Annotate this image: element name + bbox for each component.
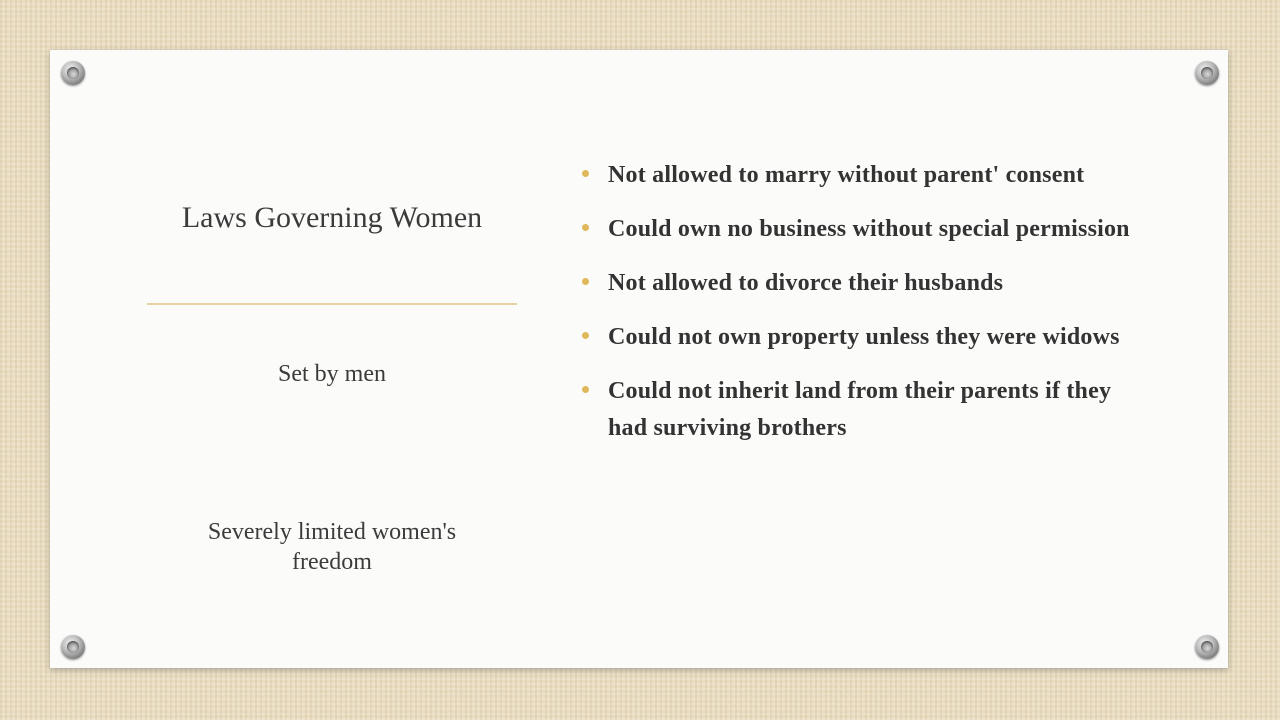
bullet-item [578, 265, 1138, 302]
bullet-dot-icon [582, 332, 589, 339]
subtitle-line: Severely limited women's freedom [207, 519, 457, 575]
bullet-item [578, 319, 1138, 356]
bullet-dot-icon [582, 386, 589, 393]
bullet-text: Could not inherit land from their parents if they had surviving brothers [608, 378, 1112, 441]
title-panel [147, 150, 517, 575]
bullet-dot-icon [582, 278, 589, 285]
bullet-text: Not allowed to marry without parent' consent [608, 162, 1085, 188]
grommet-icon [1195, 635, 1219, 659]
subtitle-line: Set by men [278, 361, 386, 387]
bullet-text: Could own no business without special permission [608, 216, 1130, 242]
bullet-list [578, 157, 1138, 464]
grommet-icon [1195, 61, 1219, 85]
title-divider [147, 303, 517, 305]
bullet-text: Not allowed to divorce their husbands [608, 270, 1004, 296]
bullet-item [578, 211, 1138, 248]
bullet-item [578, 373, 1138, 447]
bullet-dot-icon [582, 170, 589, 177]
grommet-icon [61, 635, 85, 659]
slide-title: Laws Governing Women [181, 201, 483, 234]
bullet-dot-icon [582, 224, 589, 231]
bullet-text: Could not own property unless they were widows [608, 324, 1120, 350]
grommet-icon [61, 61, 85, 85]
bullet-item [578, 157, 1138, 194]
